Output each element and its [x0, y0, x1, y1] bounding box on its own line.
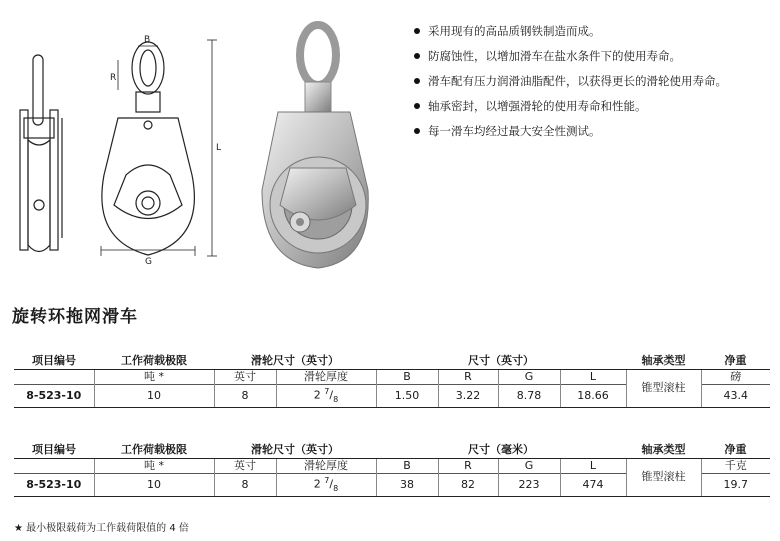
bullet-icon — [414, 53, 420, 59]
product-drawings — [0, 0, 400, 290]
cell-r: 82 — [438, 474, 498, 497]
header-dimensions: 尺寸（英寸） — [468, 354, 534, 367]
cell-item-no: 8-523-10 — [14, 385, 94, 408]
subheader-inch: 英寸 — [214, 370, 276, 385]
product-title: 旋转环拖网滑车 — [12, 307, 138, 327]
cell-l: 474 — [560, 474, 626, 497]
cell-l: 18.66 — [560, 385, 626, 408]
subheader-inch: 英寸 — [214, 459, 276, 474]
subheader-l: L — [560, 370, 626, 385]
header-item-no: 项目编号 — [32, 354, 76, 367]
subheader-g: G — [498, 370, 560, 385]
cell-bearing: 锥型滚柱 — [626, 459, 701, 497]
feature-item: 采用现有的高品质钢铁制造而成。 — [412, 24, 772, 49]
dim-label-l: L — [216, 143, 222, 153]
bullet-icon — [414, 103, 420, 109]
header-dimensions: 尺寸（毫米） — [468, 443, 534, 456]
subheader-b: B — [376, 459, 438, 474]
bullet-icon — [414, 78, 420, 84]
feature-item: 滑车配有压力润滑油脂配件，以获得更长的滑轮使用寿命。 — [412, 74, 772, 99]
side-view-drawing — [20, 55, 62, 252]
subheader-b: B — [376, 370, 438, 385]
subheader-r: R — [438, 370, 498, 385]
dim-label-r: R — [110, 73, 117, 83]
header-sheave-size: 滑轮尺寸（英寸） — [251, 354, 339, 367]
dim-label-g: G — [145, 257, 152, 267]
subheader-ton: 吨 * — [94, 459, 214, 474]
dim-label-b: B — [144, 35, 151, 45]
subheader-thickness: 滑轮厚度 — [276, 459, 376, 474]
subheader-r: R — [438, 459, 498, 474]
feature-item: 轴承密封，以增强滑轮的使用寿命和性能。 — [412, 99, 772, 124]
cell-thickness: 2 $^7/_8$ — [276, 474, 376, 497]
cell-b: 1.50 — [376, 385, 438, 408]
subheader-thickness: 滑轮厚度 — [276, 370, 376, 385]
cell-g: 8.78 — [498, 385, 560, 408]
cell-weight: 43.4 — [701, 385, 770, 408]
cell-bearing: 锥型滚柱 — [626, 370, 701, 408]
cell-g: 223 — [498, 474, 560, 497]
product-photo — [262, 25, 368, 268]
header-weight: 净重 — [724, 354, 747, 367]
cell-wll: 10 — [94, 474, 214, 497]
header-sheave-size: 滑轮尺寸（英寸） — [251, 443, 339, 456]
spec-table-metric — [14, 442, 770, 497]
header-item-no: 项目编号 — [32, 443, 76, 456]
spec-table-imperial — [14, 353, 770, 408]
cell-sheave-inch: 8 — [214, 474, 276, 497]
feature-item: 防腐蚀性，以增加滑车在盐水条件下的使用寿命。 — [412, 49, 772, 74]
bullet-icon — [414, 28, 420, 34]
cell-thickness: 2 $^7/_8$ — [276, 385, 376, 408]
cell-item-no: 8-523-10 — [14, 474, 94, 497]
subheader-ton: 吨 * — [94, 370, 214, 385]
subheader-weight-unit: 千克 — [701, 459, 770, 474]
cell-r: 3.22 — [438, 385, 498, 408]
header-weight: 净重 — [724, 443, 747, 456]
subheader-l: L — [560, 459, 626, 474]
footnote: ★ 最小极限载荷为工作载荷限值的 4 倍 — [14, 523, 189, 534]
cell-b: 38 — [376, 474, 438, 497]
subheader-weight-unit: 磅 — [701, 370, 770, 385]
cell-sheave-inch: 8 — [214, 385, 276, 408]
header-wll: 工作荷载极限 — [121, 354, 187, 367]
header-bearing: 轴承类型 — [641, 354, 686, 367]
header-wll: 工作荷载极限 — [121, 443, 187, 456]
subheader-g: G — [498, 459, 560, 474]
cell-weight: 19.7 — [701, 474, 770, 497]
feature-item: 每一滑车均经过最大安全性测试。 — [412, 124, 772, 149]
bullet-icon — [414, 128, 420, 134]
cell-wll: 10 — [94, 385, 214, 408]
feature-list — [412, 24, 772, 149]
header-bearing: 轴承类型 — [641, 443, 686, 456]
front-view-drawing — [101, 40, 217, 256]
